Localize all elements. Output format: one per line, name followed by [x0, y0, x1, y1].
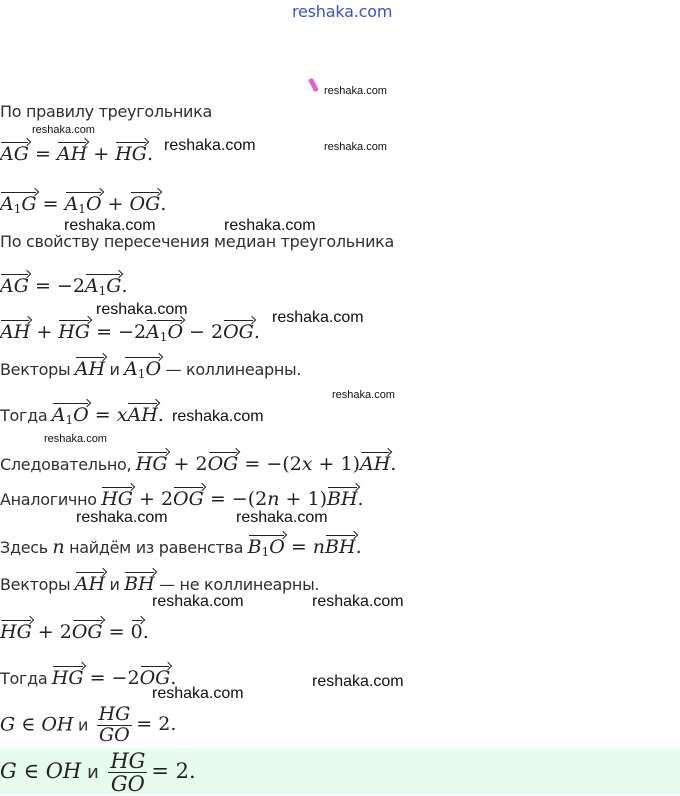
line-not-collinear: Векторы AH и BH — не коллинеарны. [0, 573, 320, 595]
watermark: reshaka.com [224, 217, 316, 234]
line-g-on-oh: G ∈ OH и $\frac{HG}{GO}$ = 2. [0, 703, 177, 746]
watermark: reshaka.com [152, 685, 244, 702]
text-then: Тогда [0, 406, 48, 425]
text-triangle-rule: По правилу треугольника [0, 102, 213, 121]
line-collinear: Векторы AH и $A_1O$ — коллинеарны. [0, 358, 302, 381]
watermark: reshaka.com [164, 137, 256, 154]
text-and-2: и [109, 575, 120, 594]
text-similarly: Аналогично [0, 490, 97, 509]
text-find-from: найдём из равенства [69, 538, 244, 557]
watermark: reshaka.com [312, 673, 404, 690]
text-collinear: — коллинеарны. [165, 360, 302, 379]
watermark: reshaka.com [324, 85, 387, 97]
line-then-x: Тогда $A_1O$ = xAH. [0, 404, 164, 427]
line-similarly: Аналогично HG + 2OG = −(2n + 1)BH. [0, 488, 364, 510]
text-vectors-2: Векторы [0, 575, 71, 594]
equation-sum: AH + HG = $-2A_1O - 2OG$. [0, 321, 260, 344]
text-then-2: Тогда [0, 669, 48, 688]
equation-ag: AG = AH + HG. [0, 143, 153, 165]
text-and-3: и [77, 715, 89, 735]
text-and-4: и [87, 762, 99, 784]
text-consequently: Следовательно, [0, 455, 132, 474]
watermark: reshaka.com [152, 593, 244, 610]
equation-ag-minus: AG = $-2A_1G$. [0, 275, 128, 298]
text-here: Здесь [0, 538, 48, 557]
answer-line: G ∈ OH и $\frac{HG}{GO}$ = 2. [0, 749, 196, 796]
watermark: reshaka.com [44, 433, 107, 445]
watermark: reshaka.com [332, 389, 395, 401]
watermark: reshaka.com [172, 408, 264, 425]
watermark: reshaka.com [64, 217, 156, 234]
pen-icon [308, 78, 319, 93]
watermark: reshaka.com [32, 124, 95, 136]
equation-zero: HG + 2OG = 0. [0, 621, 149, 643]
text-and: и [109, 360, 120, 379]
text-vectors: Векторы [0, 360, 71, 379]
text-not-collinear: — не коллинеарны. [159, 575, 320, 594]
watermark: reshaka.com [76, 509, 168, 526]
watermark: reshaka.com [312, 593, 404, 610]
line-here-n: Здесь n найдём из равенства $B_1O$ = nBH. [0, 536, 362, 559]
watermark: reshaka.com [236, 509, 328, 526]
watermark: reshaka.com [96, 301, 188, 318]
watermark: reshaka.com [272, 309, 364, 326]
site-link[interactable]: reshaka.com [292, 2, 393, 21]
text-median-property: По свойству пересечения медиан треугольника [0, 232, 395, 251]
watermark: reshaka.com [324, 141, 387, 153]
line-then-hg: Тогда HG = −2OG. [0, 667, 177, 689]
line-consequently: Следовательно, HG + 2OG = −(2x + 1)AH. [0, 453, 397, 475]
equation-a1g: $A_1G = A_1O$ + OG. [0, 193, 167, 216]
